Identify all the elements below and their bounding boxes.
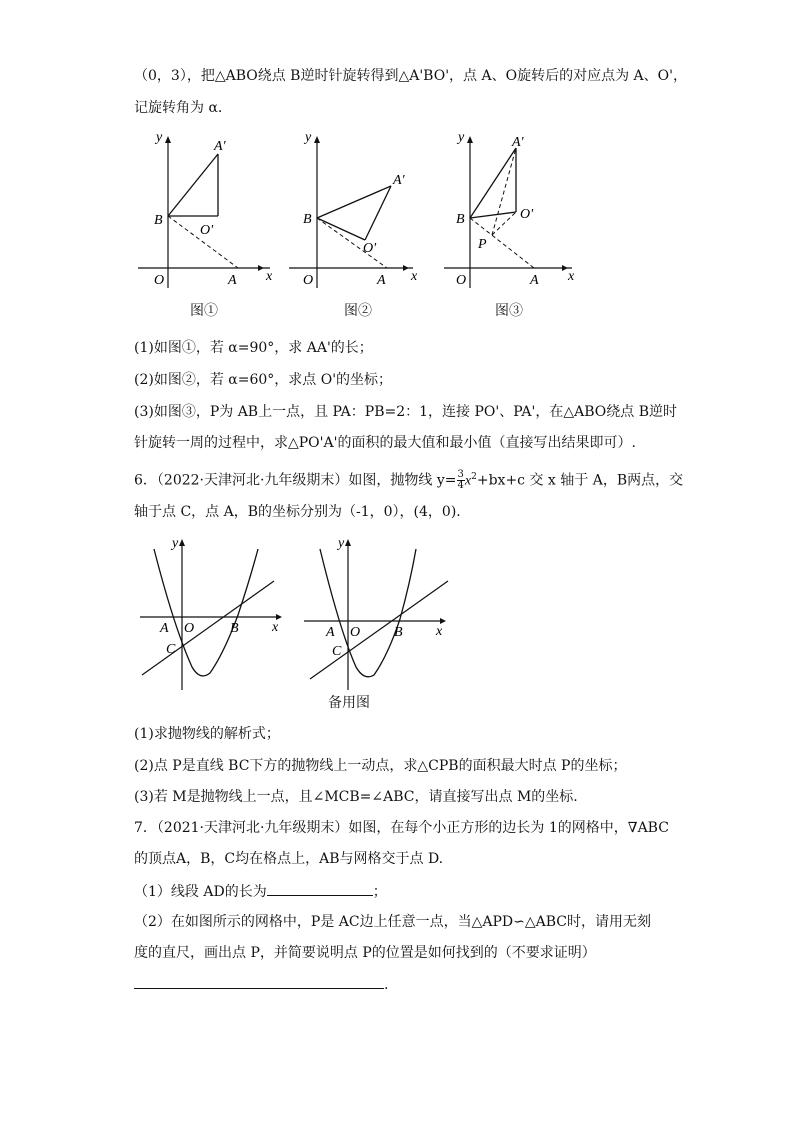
fig1-label-Oprime: O' bbox=[200, 223, 214, 238]
q6-fig1-label-O: O bbox=[184, 621, 195, 636]
q7-answer-blank-1[interactable] bbox=[267, 881, 373, 896]
q5-fig3-caption: 图③ bbox=[495, 303, 523, 319]
fig3-label-B: B bbox=[456, 212, 465, 227]
fig2-label-x: x bbox=[411, 269, 418, 284]
fig2-label-A: A bbox=[377, 273, 386, 288]
q6-fig1-label-A: A bbox=[160, 621, 169, 636]
q6-fig1-label-x: x bbox=[272, 620, 279, 635]
fig2-label-y: y bbox=[305, 130, 312, 145]
fig3-label-y: y bbox=[458, 130, 465, 145]
q5-fig2-caption: 图② bbox=[344, 303, 372, 319]
q7-line2: 的顶点A，B，C均在格点上，AB与网格交于点 D. bbox=[134, 851, 444, 867]
q7-end-mark: . bbox=[384, 977, 389, 993]
q7-sub1 bbox=[134, 881, 387, 902]
q6-heading bbox=[134, 467, 683, 492]
fig1-label-y: y bbox=[156, 130, 163, 145]
q5-sub2: (2)如图②，若 α=60°，求点 O'的坐标； bbox=[134, 372, 393, 388]
q6-fig2-label-B: B bbox=[394, 625, 403, 640]
fig3-label-Aprime: A' bbox=[512, 135, 524, 150]
q5-sub3-line2: 针旋转一周的过程中，求△PO'A'的面积的最大值和最小值（直接写出结果即可）. bbox=[134, 435, 636, 451]
q7-sub1-text: （1）线段 AD的长为 bbox=[134, 884, 267, 900]
q7-heading: 7．（2021·天津河北·九年级期末）如图，在每个小正方形的边长为 1的网格中，∇ABC bbox=[134, 820, 669, 836]
q5-intro-line2: 记旋转角为 α. bbox=[134, 100, 223, 116]
q6-fig2-label-x: x bbox=[436, 624, 443, 639]
q5-figure-2 bbox=[285, 128, 435, 298]
q6-figure-backup bbox=[300, 535, 460, 695]
q6-heading-c: +bx+c 交 x 轴于 A，B两点，交 bbox=[476, 472, 684, 489]
q6-frac-num: 3 bbox=[457, 469, 464, 481]
q6-heading-sup: 2 bbox=[471, 472, 477, 482]
q6-fig2-label-O: O bbox=[350, 625, 361, 640]
fig3-label-Oprime: O' bbox=[520, 207, 534, 222]
q7-sub1-end: ； bbox=[372, 884, 387, 900]
q6-fig2-label-C: C bbox=[332, 644, 342, 659]
q5-fig1-caption: 图① bbox=[190, 303, 218, 319]
q6-fig1-label-B: B bbox=[230, 621, 239, 636]
q6-fraction bbox=[457, 470, 465, 491]
q5-figure-3 bbox=[440, 128, 590, 298]
q6-line2: 轴于点 C，点 A，B的坐标分别为（-1，0），(4，0). bbox=[134, 504, 461, 520]
fig2-label-Aprime: A' bbox=[393, 173, 405, 188]
q5-sub1: (1)如图①，若 α=90°，求 AA'的长； bbox=[134, 340, 373, 356]
q6-sub1: (1)求抛物线的解析式； bbox=[134, 726, 280, 742]
fig2-label-Oprime: O' bbox=[363, 241, 377, 256]
q6-backup-caption: 备用图 bbox=[328, 695, 370, 711]
q7-sub2-line1: （2）在如图所示的网格中，P是 AC边上任意一点，当△APD∽△ABC时，请用无刻 bbox=[134, 914, 651, 930]
q6-frac-den: 4 bbox=[457, 480, 464, 492]
q6-fig2-label-A: A bbox=[326, 625, 335, 640]
q7-answer-blank-2[interactable] bbox=[134, 974, 384, 989]
q6-sub2: (2)点 P是直线 BC下方的抛物线上一动点，求△CPB的面积最大时点 P的坐标； bbox=[134, 758, 627, 774]
q6-heading-a: 6．（2022·天津河北·九年级期末）如图，抛物线 y= bbox=[134, 472, 457, 489]
fig1-label-B: B bbox=[154, 213, 163, 228]
q6-heading-x: x bbox=[464, 473, 472, 489]
fig1-label-O: O bbox=[154, 273, 165, 288]
q5-figure-1 bbox=[130, 128, 280, 298]
fig2-label-O: O bbox=[303, 273, 314, 288]
q6-sub3: (3)若 M是抛物线上一点，且∠MCB=∠ABC，请直接写出点 M的坐标. bbox=[134, 789, 578, 805]
q6-fig1-label-y: y bbox=[172, 536, 179, 551]
q5-sub3-line1: (3)如图③，P为 AB上一点，且 PA：PB=2：1，连接 PO'、PA'，在△ABO绕点 B逆时 bbox=[134, 404, 677, 420]
q7-sub2-line2: 度的直尺，画出点 P，并简要说明点 P的位置是如何找到的（不要求证明） bbox=[134, 945, 596, 961]
fig1-label-Aprime: A' bbox=[214, 139, 226, 154]
fig3-label-O: O bbox=[456, 273, 467, 288]
q5-intro-line1: （0，3），把△ABO绕点 B逆时针旋转得到△A'BO'，点 A、O旋转后的对应点为 A、O'， bbox=[134, 68, 687, 84]
fig3-label-x: x bbox=[568, 269, 575, 284]
fig3-label-P: P bbox=[478, 237, 487, 252]
fig2-label-B: B bbox=[303, 212, 312, 227]
q6-fig2-label-y: y bbox=[338, 536, 345, 551]
q6-figure-main bbox=[134, 535, 294, 695]
q7-answer-line bbox=[134, 974, 388, 995]
fig1-label-A: A bbox=[228, 273, 237, 288]
fig1-label-x: x bbox=[266, 269, 273, 284]
q6-fig1-label-C: C bbox=[166, 642, 176, 657]
fig3-label-A: A bbox=[530, 273, 539, 288]
